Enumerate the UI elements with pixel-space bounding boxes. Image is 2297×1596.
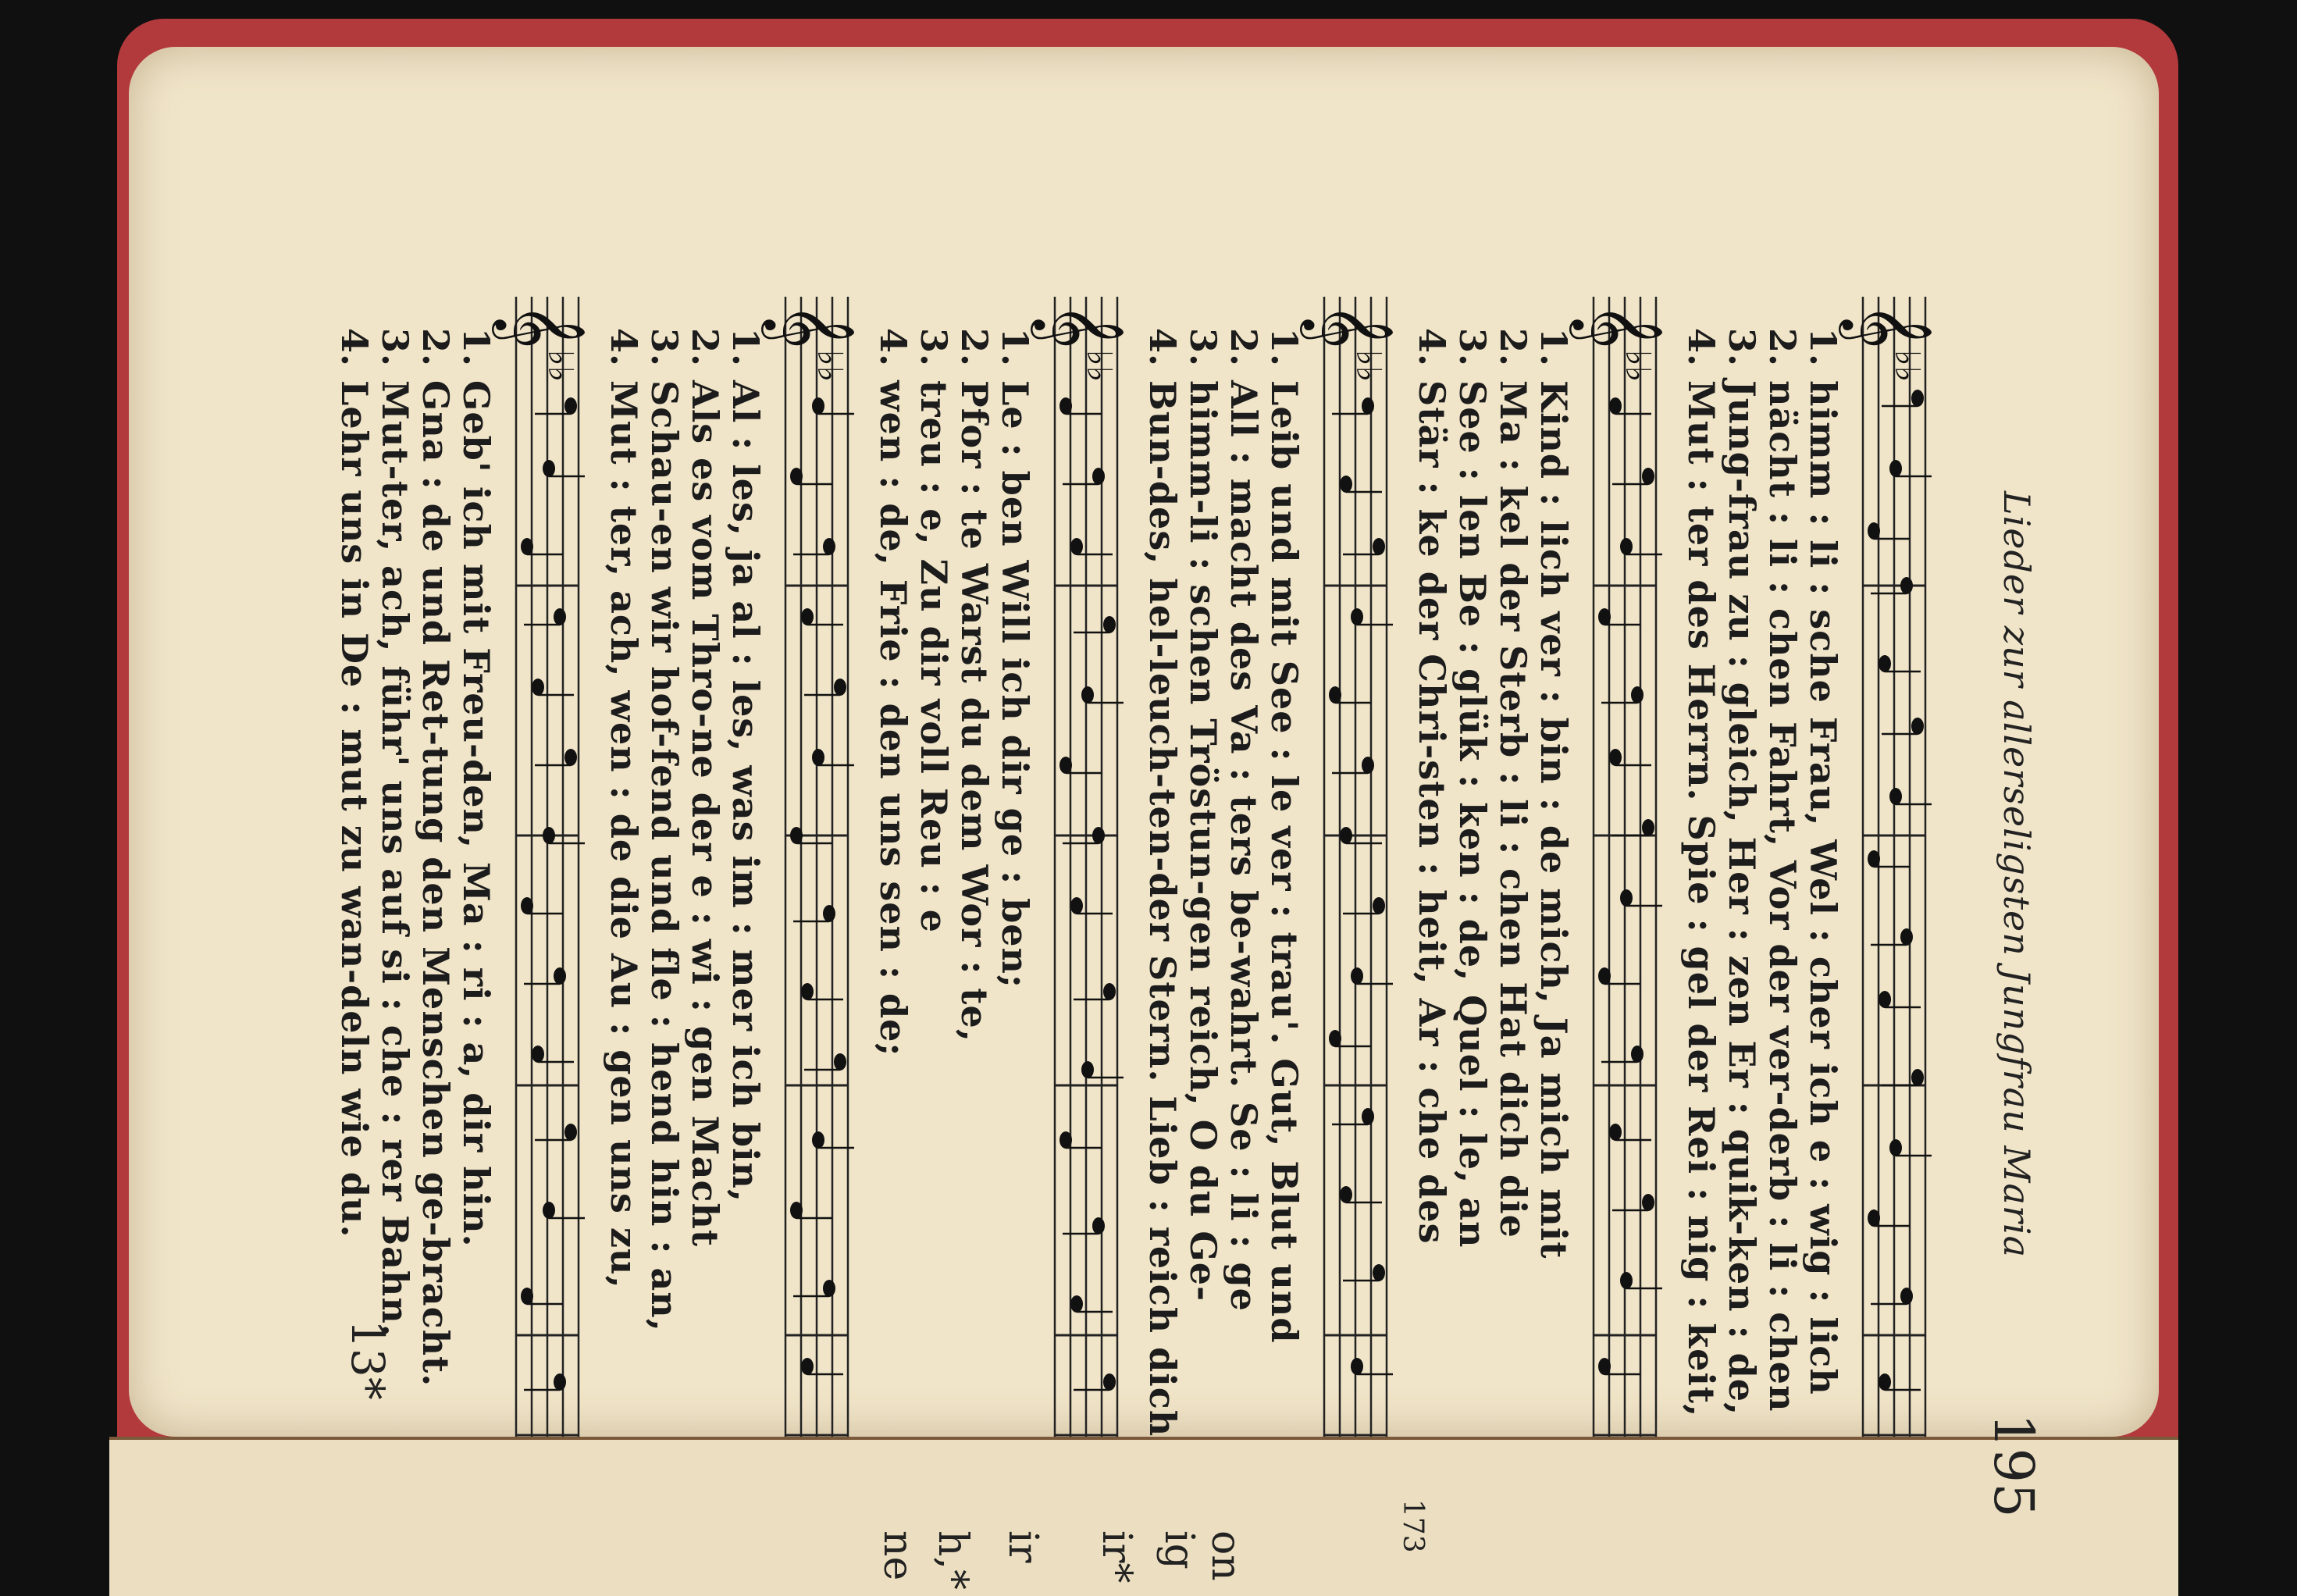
note-head (1609, 1124, 1622, 1141)
note-head (1340, 1186, 1352, 1203)
music-staff (765, 289, 859, 1445)
note-head (1911, 1069, 1924, 1086)
verse-line: 2. Gna : de und Ret-tung den Menschen ge-bracht. (415, 328, 457, 1388)
note-head (1340, 827, 1352, 844)
note-head (1631, 686, 1644, 704)
note-head (1889, 788, 1902, 805)
verse-line: 3. Jung-frau zu : gleich, Her : zen Er : quik-ken : de, (1721, 328, 1763, 1416)
note-head (1868, 850, 1880, 867)
music-staff (1035, 289, 1128, 1445)
note-head (1081, 1061, 1094, 1078)
note-head (823, 1280, 835, 1297)
note-head (1351, 1358, 1363, 1375)
treble-clef-icon: 𝄞 (1035, 303, 1126, 350)
verse-line: 3. Schau-en wir hof-fend und fle : hend hin : an, (643, 328, 686, 1332)
note-head (834, 1053, 846, 1071)
page-content (250, 289, 2046, 1538)
note-head (564, 749, 577, 766)
note-head (521, 1288, 533, 1305)
note-head (554, 967, 566, 985)
previous-page-fragment: ig (1156, 1530, 1202, 1569)
music-staff (496, 289, 589, 1445)
note-head (1059, 397, 1072, 415)
note-head (812, 1131, 824, 1149)
music-staff (1843, 289, 1936, 1445)
note-head (1362, 1108, 1374, 1125)
note-head (1329, 1030, 1341, 1047)
note-head (1879, 1373, 1891, 1391)
signature-mark: 13* (341, 1320, 394, 1400)
note-head (1059, 757, 1072, 774)
verse-line: 2. Pfor : te Warst du dem Wor : te, (953, 328, 995, 1042)
note-head (521, 538, 533, 555)
previous-page-fragment: h,* (929, 1530, 976, 1591)
page-number: 195 (1982, 1413, 2046, 1518)
note-head (1598, 608, 1611, 625)
treble-clef-icon: 𝄞 (496, 303, 587, 350)
verse-line: 3. treu : e, Zu dir voll Reu : e (913, 328, 955, 934)
note-head (1070, 897, 1083, 914)
verse-line: 4. Mut : ter, ach, wen : de die Au : gen uns zu, (603, 328, 645, 1289)
note-head (1598, 1358, 1611, 1375)
note-head (1900, 577, 1913, 594)
note-head (801, 983, 814, 1000)
note-head (1911, 718, 1924, 735)
verse-line: 1. Geb' ich mit Freu-den, Ma : ri : a, dir hin. (455, 328, 497, 1248)
key-signature-flats-icon: ♭♭ (1348, 350, 1388, 383)
key-signature-flats-icon: ♭♭ (540, 350, 580, 383)
note-head (1642, 819, 1654, 836)
note-head (554, 1373, 566, 1391)
verse-line: 4. Mut : ter des Herrn. Spie : gel der Rei : nig : keit, (1680, 328, 1722, 1418)
verse-line: 1. Kind : lich ver : bin : de mich, Ja mich mit (1533, 328, 1575, 1259)
key-signature-flats-icon: ♭♭ (1079, 350, 1119, 383)
note-head (823, 538, 835, 555)
verse-line: 1. Leib und mit See : le ver : trau'. Gut, Blut und (1263, 328, 1305, 1344)
note-head (1070, 538, 1083, 555)
note-head (1103, 1373, 1116, 1391)
previous-page-fragment: ne (874, 1530, 921, 1581)
note-head (1889, 1139, 1902, 1156)
note-head (1373, 538, 1385, 555)
note-head (1092, 468, 1105, 485)
note-head (543, 460, 555, 477)
note-head (1620, 1272, 1633, 1289)
previous-page-fragment: ir* (1093, 1530, 1140, 1584)
note-head (1373, 897, 1385, 914)
previous-page-fragment: ir (999, 1530, 1046, 1563)
verse-line: 2. Als es vom Thro-ne der e : wi : gen Macht (684, 328, 726, 1248)
verse-line: 3. Mut-ter, ach, führ' uns auf si : che : rer Bahn. (374, 328, 416, 1338)
running-title: Lieder zur allerseligsten Jungfrau Maria (1996, 490, 2038, 1259)
note-head (543, 827, 555, 844)
verse-line: 2. nächt : li : chen Fahrt, Vor der ver-derb : li : chen (1761, 328, 1804, 1413)
verse-line: 4. Stär : ke der Chri-sten : heit, Ar : che des (1411, 328, 1453, 1245)
note-head (1598, 967, 1611, 985)
note-head (823, 905, 835, 922)
treble-clef-icon: 𝄞 (1843, 303, 1934, 350)
key-signature-flats-icon: ♭♭ (1618, 350, 1658, 383)
note-head (1373, 1264, 1385, 1281)
note-head (1609, 749, 1622, 766)
key-signature-flats-icon: ♭♭ (810, 350, 849, 383)
note-head (1620, 889, 1633, 907)
verse-line: 2. All : macht des Va : ters be-wahrt. Se : li : ge (1223, 328, 1265, 1312)
note-head (1092, 1217, 1105, 1234)
note-head (1362, 757, 1374, 774)
note-head (1329, 686, 1341, 704)
treble-clef-icon: 𝄞 (765, 303, 856, 350)
treble-clef-icon: 𝄞 (1304, 303, 1395, 350)
verse-line: 1. Le : ben Will ich dir ge : ben; (994, 328, 1036, 989)
note-head (554, 608, 566, 625)
verse-line: 4. Lehr uns in De : mut zu wan-deln wie du. (333, 328, 376, 1238)
note-head (1081, 686, 1094, 704)
note-head (801, 1358, 814, 1375)
note-head (1879, 991, 1891, 1008)
note-head (1103, 616, 1116, 633)
key-signature-flats-icon: ♭♭ (1887, 350, 1927, 383)
note-head (1642, 468, 1654, 485)
music-staff (1573, 289, 1667, 1445)
note-head (532, 1046, 544, 1063)
previous-page-number: 173 (1397, 1499, 1429, 1553)
note-head (532, 679, 544, 696)
note-head (1868, 522, 1880, 540)
note-head (1362, 397, 1374, 415)
note-head (812, 397, 824, 415)
note-head (1092, 827, 1105, 844)
note-head (1609, 397, 1622, 415)
note-head (543, 1202, 555, 1219)
note-head (790, 827, 803, 844)
note-head (1103, 983, 1116, 1000)
note-head (1868, 1209, 1880, 1227)
treble-clef-icon: 𝄞 (1573, 303, 1665, 350)
verse-line: 3. himm-li : schen Tröstun-gen reich, O du Ge- (1182, 328, 1224, 1302)
note-head (1911, 390, 1924, 407)
note-head (1351, 967, 1363, 985)
note-head (790, 1202, 803, 1219)
verse-line: 4. Bun-des, hel-leuch-ten-der Stern. Lieb : reich dich (1141, 328, 1184, 1437)
note-head (834, 679, 846, 696)
verse-line: 4. wen : de, Frie : den uns sen : de; (872, 328, 914, 1057)
note-head (812, 749, 824, 766)
note-head (801, 608, 814, 625)
note-head (1900, 928, 1913, 946)
note-head (1340, 476, 1352, 493)
verse-line: 1. Al : les, ja al : les, was im : mer ich bin, (725, 328, 767, 1203)
verse-line: 2. Ma : kel der Sterb : li : chen Hat dich die (1492, 328, 1534, 1238)
previous-page-fragment: on (1202, 1530, 1249, 1581)
note-head (564, 1124, 577, 1141)
verse-line: 1. himm : li : sche Frau, Wel : cher ich e : wig : lich (1802, 328, 1844, 1395)
note-head (521, 897, 533, 914)
music-staff (1304, 289, 1398, 1445)
note-head (1059, 1131, 1072, 1149)
note-head (1900, 1288, 1913, 1305)
note-head (1620, 538, 1633, 555)
note-head (564, 397, 577, 415)
note-head (1889, 460, 1902, 477)
note-head (1351, 608, 1363, 625)
verse-line: 3. See : len Be : glük : ken : de, Quel : le, an (1451, 328, 1494, 1249)
note-head (790, 468, 803, 485)
note-head (1879, 655, 1891, 672)
page-header (1960, 289, 2046, 1538)
note-head (1070, 1295, 1083, 1313)
note-head (1631, 1046, 1644, 1063)
note-head (1642, 1194, 1654, 1211)
